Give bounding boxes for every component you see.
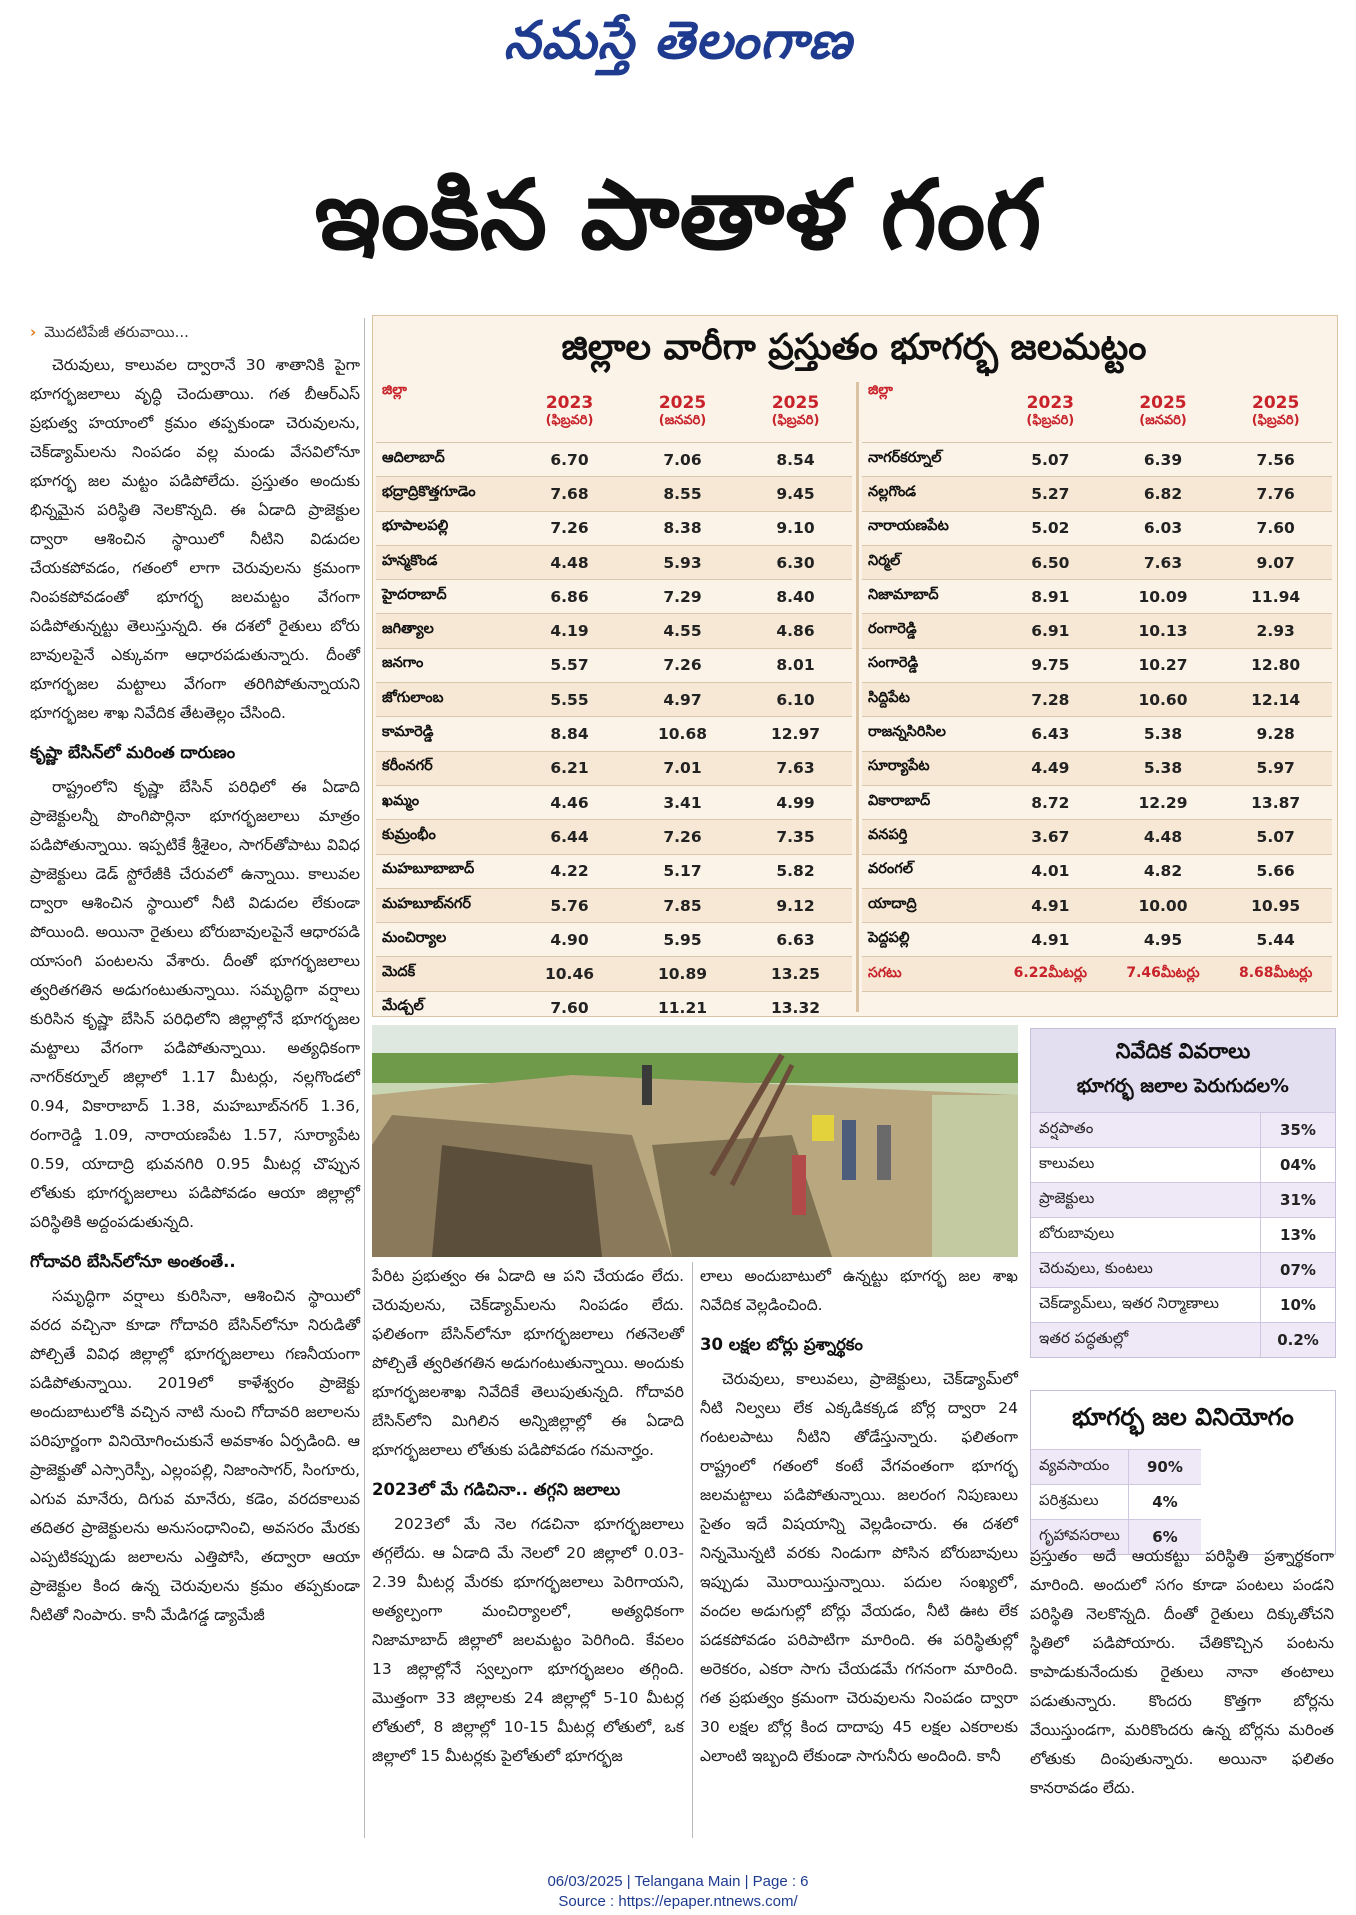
stat-label: బోరుబావులు	[1031, 1218, 1261, 1253]
stat-label: ఇతర పద్ధతుల్లో	[1031, 1323, 1261, 1358]
value-2025-jan: 6.39	[1107, 443, 1220, 477]
masthead: నమస్తే తెలంగాణ	[503, 10, 853, 71]
value-2023-feb: 5.07	[994, 443, 1107, 477]
value-2025-feb: 9.12	[739, 888, 852, 922]
value-2025-jan: 8.38	[626, 511, 739, 545]
value-2025-jan: 7.85	[626, 888, 739, 922]
value-2025-jan: 7.01	[626, 751, 739, 785]
value-2025-feb: 12.80	[1219, 648, 1332, 682]
report-box	[1030, 1028, 1336, 1358]
paragraph: లాలు అందుబాటులో ఉన్నట్టు భూగర్భ జల శాఖ నివేదిక వెల్లడించింది.	[700, 1267, 1018, 1314]
subheading: 2023లో మే గడిచినా.. తగ్గని జలాలు	[372, 1480, 621, 1499]
district-name: జోగులాంబ	[376, 683, 513, 717]
stat-value: 90%	[1128, 1450, 1201, 1485]
value-2025-feb: 5.07	[1219, 820, 1332, 854]
value-2025-feb: 5.66	[1219, 854, 1332, 888]
table-row	[376, 717, 852, 751]
stat-row	[1031, 1253, 1335, 1288]
value-2025-jan: 5.17	[626, 854, 739, 888]
value-2023-feb: 4.90	[513, 923, 626, 957]
borewell-photo	[372, 1025, 1018, 1257]
stat-value: 31%	[1261, 1183, 1336, 1218]
district-header: జిల్లా	[862, 382, 994, 443]
district-name: భూపాలపల్లి	[376, 511, 513, 545]
value-2023-feb: 4.91	[994, 888, 1107, 922]
subheading: 30 లక్షల బోర్లు ప్రశ్నార్థకం	[700, 1335, 863, 1354]
table-row	[376, 957, 852, 991]
value-2023-feb: 6.70	[513, 443, 626, 477]
value-2023-feb: 7.26	[513, 511, 626, 545]
value-2025-jan: 10.09	[1107, 580, 1220, 614]
report-title: నివేదిక వివరాలు	[1031, 1029, 1335, 1069]
value-2025-feb: 2.93	[1219, 614, 1332, 648]
table-row	[376, 443, 852, 477]
district-name: రంగారెడ్డి	[862, 614, 994, 648]
article-column-4	[1030, 1542, 1334, 1807]
stat-label: గృహావసరాలు	[1031, 1520, 1128, 1555]
district-name: వనపర్తి	[862, 820, 994, 854]
district-name: వికారాబాద్	[862, 785, 994, 819]
value-2023-feb: 6.21	[513, 751, 626, 785]
table-row	[862, 648, 1332, 682]
value-2023-feb: 4.22	[513, 854, 626, 888]
district-name: హన్మకొండ	[376, 545, 513, 579]
district-name: కుమ్రంభీం	[376, 820, 513, 854]
table-row	[376, 820, 852, 854]
district-name: ఖమ్మం	[376, 785, 513, 819]
value-2025-feb: 13.25	[739, 957, 852, 991]
value-2025-feb: 9.45	[739, 477, 852, 511]
value-2025-feb: 7.63	[739, 751, 852, 785]
stat-row	[1031, 1113, 1335, 1148]
paragraph: చెరువులు, కాలువలు, ప్రాజెక్టులు, చెక్‌డ్యామ్‌లో నీటి నిల్వలు లేక ఎక్కడికక్కడ బోర్ల ద్వారా 24 గంటలపాటు నీటిని తోడేస్తున్నారు. ఫలితంగా రాష్ట్రంలో గతంలో కంటే వేగవంతంగా భూగర్భ జలమట్టాలు పడిపోతున్నాయి. జలరంగ నిపుణులు సైతం ఇదే విషయాన్ని వెల్లడించారు. ఈ దశలో నిన్నమొన్నటి వరకు నిండుగా పోసిన బోరుబావులు ఇప్పుడు మొరాయిస్తున్నాయి. పదుల సంఖ్యలో, వందల అడుగుల్లో బోర్లు వేయడం, నీటి ఊట లేక పడకపోవడం పరిపాటిగా మారింది. ఈ పరిస్థితుల్లో అరెకరం, ఎకరా సాగు చేయడమే గగనంగా మారింది. గత ప్రభుత్వం క్రమంగా చెరువులను నింపడం ద్వారా 30 లక్షల బోర్ల కింద దాదాపు 45 లక్షల ఎకరాలకు ఎలాంటి ఇబ్బంది లేకుండా సాగునీరు అందింది. కానీ	[700, 1370, 1018, 1765]
district-header: జిల్లా	[376, 382, 513, 443]
value-2025-jan: 10.13	[1107, 614, 1220, 648]
value-2025-feb: 11.94	[1219, 580, 1332, 614]
value-2025-feb: 9.10	[739, 511, 852, 545]
stat-label: చెక్‌డ్యామ్‌లు, ఇతర నిర్మాణాలు	[1031, 1288, 1261, 1323]
table-row	[376, 751, 852, 785]
value-2023-feb: 6.44	[513, 820, 626, 854]
district-name: సిద్దిపేట	[862, 683, 994, 717]
district-name: కామారెడ్డి	[376, 717, 513, 751]
value-2025-feb: 5.44	[1219, 923, 1332, 957]
value-2025-jan: 5.38	[1107, 717, 1220, 751]
value-2025-jan: 7.06	[626, 443, 739, 477]
value-2025-jan: 7.63	[1107, 545, 1220, 579]
stat-row	[1031, 1450, 1201, 1485]
table-row	[862, 614, 1332, 648]
value-2025-jan: 5.38	[1107, 751, 1220, 785]
table-row	[862, 580, 1332, 614]
value-2025-feb: 4.86	[739, 614, 852, 648]
value-2023-feb: 5.76	[513, 888, 626, 922]
table-row	[376, 923, 852, 957]
district-name: జగిత్యాల	[376, 614, 513, 648]
paragraph: ప్రస్తుతం అదే ఆయకట్టు పరిస్థితి ప్రశ్నార్థకంగా మారింది. అందులో సగం కూడా పంటలు పండని పరిస్థితి నెలకొన్నది. దీంతో రైతులు దిక్కుతోచని స్థితిలో పడిపోయారు. చేతికొచ్చిన పంటను కాపాడుకునేందుకు రైతులు నానా తంటాలు పడుతున్నారు. కొందరు కొత్తగా బోర్లను వేయిస్తుండగా, మరికొందరు ఉన్న బోర్లను మరింత లోతుకు దింపుతున్నారు. అయినా ఫలితం కానరావడం లేదు.	[1030, 1547, 1334, 1797]
value-2023-feb: 4.46	[513, 785, 626, 819]
table-row	[376, 477, 852, 511]
district-name: పెద్దపల్లి	[862, 923, 994, 957]
value-2025-jan: 6.03	[1107, 511, 1220, 545]
value-2025-jan: 11.21	[626, 991, 739, 1025]
stat-label: కాలువలు	[1031, 1148, 1261, 1183]
district-name: మేడ్చల్	[376, 991, 513, 1025]
district-name: సంగారెడ్డి	[862, 648, 994, 682]
value-2025-feb: 8.54	[739, 443, 852, 477]
value-2025-jan: 4.95	[1107, 923, 1220, 957]
stat-value: 04%	[1261, 1148, 1336, 1183]
district-name: ఆదిలాబాద్	[376, 443, 513, 477]
stat-value: 35%	[1261, 1113, 1336, 1148]
table-row	[376, 683, 852, 717]
value-2025-feb: 7.56	[1219, 443, 1332, 477]
stat-label: ప్రాజెక్టులు	[1031, 1183, 1261, 1218]
value-2025-feb: 7.35	[739, 820, 852, 854]
stat-value: 4%	[1128, 1485, 1201, 1520]
value-2025-jan: 5.95	[626, 923, 739, 957]
district-name: మహబూబ్‌నగర్	[376, 888, 513, 922]
table-row	[862, 854, 1332, 888]
value-2025-jan: 10.60	[1107, 683, 1220, 717]
table-row	[862, 923, 1332, 957]
value-2023-feb: 5.27	[994, 477, 1107, 511]
table-row	[376, 785, 852, 819]
value-2023-feb: 4.49	[994, 751, 1107, 785]
value-2023-feb: 6.86	[513, 580, 626, 614]
article-column-2	[372, 1262, 684, 1775]
value-2023-feb: 3.67	[994, 820, 1107, 854]
district-name: జనగాం	[376, 648, 513, 682]
stat-value: 13%	[1261, 1218, 1336, 1253]
district-name: మంచిర్యాల	[376, 923, 513, 957]
value-2025-feb: 12.97	[739, 717, 852, 751]
table-row	[376, 991, 852, 1025]
value-2025-feb: 5.82	[739, 854, 852, 888]
district-name: మెదక్	[376, 957, 513, 991]
value-2025-jan: 4.48	[1107, 820, 1220, 854]
value-2025-jan: 5.93	[626, 545, 739, 579]
chevron-right-icon: ›	[30, 323, 37, 341]
table-row	[376, 545, 852, 579]
average-2025-jan: 7.46మీటర్లు	[1107, 957, 1220, 991]
table-row	[376, 888, 852, 922]
stat-row	[1031, 1183, 1335, 1218]
table-right: జిల్లా 2023 (ఫిబ్రవరి) 2025 (జనవరి) 2025 (ఫిబ్రవరి) నాగర్‌కర్నూల్ 5.07 6.39 7.56 నల్లగొండ 5.27 6.82 7.76 నారాయణపేట 5.02 6.03 7.60 నిర్మల్ 6.50 7.63 9.07 నిజామాబాద్ 8.91 10.09 11.94 రంగారెడ్డి 6.91 10.13 2.93 సంగారెడ్డి 9.75 10.27 12.80 సిద్దిపేట 7.28 10.60 12.14 రాజన్నసిరిసిల 6.43 5.38 9.28 సూర్యాపేట 4.49 5.38 5.97 వికారాబాద్ 8.72 12.29 13.87 వనపర్తి 3.67 4.48 5.07 వరంగల్ 4.01 4.82 5.66 యాదాద్రి 4.91 10.00 10.95 పెద్దపల్లి 4.91 4.95 5.44 సగటు 6.22మీటర్లు 7.46మీటర్లు 8.68మీటర్లు	[862, 382, 1332, 992]
value-2023-feb: 8.91	[994, 580, 1107, 614]
stat-value: 10%	[1261, 1288, 1336, 1323]
report-subtitle: భూగర్భ జలాల పెరుగుదల%	[1031, 1069, 1335, 1112]
value-2023-feb: 4.19	[513, 614, 626, 648]
stat-label: పరిశ్రమలు	[1031, 1485, 1128, 1520]
table-row	[376, 854, 852, 888]
table-row	[862, 717, 1332, 751]
value-2025-feb: 8.01	[739, 648, 852, 682]
value-2025-feb: 6.30	[739, 545, 852, 579]
field-photo-illustration	[372, 1025, 1018, 1257]
stat-row	[1031, 1485, 1201, 1520]
average-2025-feb: 8.68మీటర్లు	[1219, 957, 1332, 991]
value-2023-feb: 9.75	[994, 648, 1107, 682]
footer-source[interactable]: Source : https://epaper.ntnews.com/	[558, 1893, 798, 1910]
district-name: రాజన్నసిరిసిల	[862, 717, 994, 751]
district-name: నిజామాబాద్	[862, 580, 994, 614]
stat-value: 0.2%	[1261, 1323, 1336, 1358]
article-column-1	[30, 318, 360, 1634]
value-2025-feb: 7.76	[1219, 477, 1332, 511]
average-label: సగటు	[862, 957, 994, 991]
value-2025-feb: 4.99	[739, 785, 852, 819]
value-2025-jan: 4.55	[626, 614, 739, 648]
stat-label: వర్షపాతం	[1031, 1113, 1261, 1148]
table-row	[862, 477, 1332, 511]
district-name: నిర్మల్	[862, 545, 994, 579]
paragraph: 2023లో మే నెల గడచినా భూగర్భజలాలు తగ్గలేదు. ఆ ఏడాది మే నెలలో 20 జిల్లాలో 0.03-2.39 మీటర్ల మేరకు భూగర్భజలాలు పెరిగాయని, అత్యల్పంగా మంచిర్యాలలో, అత్యధికంగా నిజామాబాద్ జిల్లాలో జలమట్టం పెరిగింది. కేవలం 13 జిల్లాల్లోనే స్వల్పంగా భూగర్భజలం తగ్గింది. మొత్తంగా 33 జిల్లాలకు 24 జిల్లాల్లో 5-10 మీటర్ల లోతులో, 8 జిల్లాల్లో 10-15 మీటర్ల లోతులో, ఒక జిల్లాలో 15 మీటర్లకు పైలోతులో భూగర్భజ	[372, 1515, 684, 1765]
value-2023-feb: 5.55	[513, 683, 626, 717]
value-2025-feb: 8.40	[739, 580, 852, 614]
value-2025-feb: 7.60	[1219, 511, 1332, 545]
district-name: సూర్యాపేట	[862, 751, 994, 785]
stat-value: 6%	[1128, 1520, 1201, 1555]
footer	[0, 1872, 1356, 1912]
value-2023-feb: 4.48	[513, 545, 626, 579]
value-2025-jan: 7.26	[626, 648, 739, 682]
stat-row	[1031, 1288, 1335, 1323]
paragraph: చెరువులు, కాలువల ద్వారానే 30 శాతానికి పైగా భూగర్భజలాలు వృద్ధి చెందుతాయి. గత బీఆర్ఎస్ ప్రభుత్వ హయాంలో క్రమం తప్పకుండా చెరువులను, చెక్‌డ్యామ్‌లను నింపడం వల్ల మండు వేసవిలోనూ భూగర్భ జల మట్టం పడిపోలేదు. ప్రస్తుతం అందుకు భిన్నమైన పరిస్థితి నెలకొన్నది. ఈ ఏడాది ప్రాజెక్టుల ద్వారా ఆశించిన స్థాయిలో నీటిని విడుదల చేయకపోవడం, గతంలో లాగా చెరువులను క్రమంగా నింపకపోవడంతో భూగర్భ జలమట్టం వేగంగా పడిపోతున్నట్టు తెలుస్తున్నది. ఈ దశలో రైతులు బోరు బావులపైనే ఎక్కువగా ఆధారపడుతున్నారు. దీంతో భూగర్భజల మట్టాలు వేగంగా తరిగిపోతున్నాయని భూగర్భజల శాఖ నివేదిక తేటతెల్లం చేసింది.	[30, 356, 360, 722]
value-2025-feb: 13.87	[1219, 785, 1332, 819]
article-column-3	[700, 1262, 1018, 1775]
value-2023-feb: 6.43	[994, 717, 1107, 751]
district-name: నాగర్‌కర్నూల్	[862, 443, 994, 477]
value-2025-jan: 3.41	[626, 785, 739, 819]
district-name: మహబూబాబాద్	[376, 854, 513, 888]
value-2025-feb: 9.28	[1219, 717, 1332, 751]
value-2023-feb: 8.84	[513, 717, 626, 751]
district-name: నారాయణపేట	[862, 511, 994, 545]
value-2025-feb: 6.63	[739, 923, 852, 957]
value-2023-feb: 4.91	[994, 923, 1107, 957]
value-2023-feb: 7.28	[994, 683, 1107, 717]
continued-line: › మొదటిపేజీ తరువాయి...	[30, 323, 189, 341]
value-2023-feb: 10.46	[513, 957, 626, 991]
table-row	[376, 614, 852, 648]
stat-row	[1031, 1218, 1335, 1253]
average-2023-feb: 6.22మీటర్లు	[994, 957, 1107, 991]
table-title: జిల్లాల వారీగా ప్రస్తుతం భూగర్భ జలమట్టం	[561, 327, 1147, 368]
table-row	[376, 580, 852, 614]
value-2025-feb: 5.97	[1219, 751, 1332, 785]
table-row	[862, 511, 1332, 545]
average-row	[862, 957, 1332, 991]
value-2025-feb: 9.07	[1219, 545, 1332, 579]
value-2025-jan: 4.97	[626, 683, 739, 717]
stat-value: 07%	[1261, 1253, 1336, 1288]
district-name: భద్రాద్రికొత్తగూడెం	[376, 477, 513, 511]
value-2025-jan: 7.26	[626, 820, 739, 854]
stat-label: వ్యవసాయం	[1031, 1450, 1128, 1485]
value-2023-feb: 4.01	[994, 854, 1107, 888]
table-row	[862, 443, 1332, 477]
district-name: యాదాద్రి	[862, 888, 994, 922]
table-left: జిల్లా 2023 (ఫిబ్రవరి) 2025 (జనవరి) 2025 (ఫిబ్రవరి) ఆదిలాబాద్ 6.70 7.06 8.54 భద్రాద్రికొత్తగూడెం 7.68 8.55 9.45 భూపాలపల్లి 7.26 8.38 9.10 హన్మకొండ 4.48 5.93 6.30 హైదరాబాద్ 6.86 7.29 8.40 జగిత్యాల 4.19 4.55 4.86 జనగాం 5.57 7.26 8.01 జోగులాంబ 5.55 4.97 6.10 కామారెడ్డి 8.84 10.68 12.97 కరీంనగర్ 6.21 7.01 7.63 ఖమ్మం 4.46 3.41 4.99 కుమ్రంభీం 6.44 7.26 7.35 మహబూబాబాద్ 4.22 5.17 5.82 మహబూబ్‌నగర్ 5.76 7.85 9.12 మంచిర్యాల 4.90 5.95 6.63 మెదక్ 10.46 10.89 13.25 మేడ్చల్ 7.60 11.21 13.32	[376, 382, 852, 1026]
value-2025-feb: 12.14	[1219, 683, 1332, 717]
stat-row	[1031, 1323, 1335, 1358]
paragraph: రాష్ట్రంలోని కృష్ణా బేసిన్ పరిధిలో ఈ ఏడాది ప్రాజెక్టులన్నీ పొంగిపొర్లినా భూగర్భజలాలు మాత్రం పడిపోతున్నాయి. ఇప్పటికే శ్రీశైలం, సాగర్‌తోపాటు వివిధ ప్రాజెక్టులు డెడ్ స్టోరేజీకి చేరువలో ఉన్నాయి. కాలువల ద్వారా ఆశించిన స్థాయిలో నీటి విడుదల లేకుండా పోయింది. అయినా రైతులు బోరుబావులపైనే ఆధారపడి యాసంగి పంటలను వేశారు. దీంతో భూగర్భజలాలు త్వరితగతిన అడుగంటుతున్నాయి. సమృద్ధిగా వర్షాలు కురిసిన కృష్ణా బేసిన్ పరిధిలోని జిల్లాల్లోనే భూగర్భజల మట్టాలు వేగంగా పడిపోతున్నాయి. అత్యధికంగా నాగర్‌కర్నూల్ జిల్లాలో 1.17 మీటర్లు, నల్లగొండలో 0.94, వికారాబాద్ 1.38, మహబూబ్‌నగర్ 1.36, రంగారెడ్డి 1.09, నారాయణపేట 1.57, సూర్యాపేట 0.59, యాదాద్రి భువనగిరి 0.95 మీటర్ల చొప్పున లోతుకు భూగర్భజలాలు పడిపోవడం ఆయా జిల్లాల్లో పరిస్థితికి అద్దంపడుతున్నది.	[30, 778, 360, 1231]
district-name: వరంగల్	[862, 854, 994, 888]
district-name: హైదరాబాద్	[376, 580, 513, 614]
table-row	[862, 751, 1332, 785]
stat-label: చెరువులు, కుంటలు	[1031, 1253, 1261, 1288]
column-divider	[692, 1262, 693, 1838]
value-2025-jan: 10.27	[1107, 648, 1220, 682]
footer-date: 06/03/2025 | Telangana Main | Page : 6	[547, 1873, 809, 1890]
value-2025-jan: 4.82	[1107, 854, 1220, 888]
value-2025-jan: 7.29	[626, 580, 739, 614]
table-row	[862, 545, 1332, 579]
subheading: కృష్ణా బేసిన్‌లో మరింత దారుణం	[30, 743, 236, 762]
value-2023-feb: 5.02	[994, 511, 1107, 545]
table-divider	[856, 382, 859, 1012]
headline: ఇంకిన పాతాళ గంగ	[314, 159, 1042, 271]
district-name: నల్లగొండ	[862, 477, 994, 511]
table-row	[376, 648, 852, 682]
stat-row	[1031, 1148, 1335, 1183]
usage-title: భూగర్భ జల వినియోగం	[1031, 1391, 1335, 1449]
table-row	[862, 683, 1332, 717]
value-2023-feb: 6.91	[994, 614, 1107, 648]
table-row	[862, 888, 1332, 922]
paragraph: పేరిట ప్రభుత్వం ఈ ఏడాది ఆ పని చేయడం లేదు. చెరువులను, చెక్‌డ్యామ్‌లను నింపడం లేదు. ఫలితంగా బేసిన్‌లోనూ భూగర్భజలాలు గతనెలతో పోల్చితే త్వరితగతిన అడుగంటుతున్నాయి. అందుకు భూగర్భజలశాఖ నివేదికే తెలుపుతున్నది. గోదావరి బేసిన్‌లోని మిగిలిన అన్నిజిల్లాల్లో ఈ ఏడాది భూగర్భజలాలు లోతుకు పడిపోవడం గమనార్హం.	[372, 1267, 684, 1459]
value-2023-feb: 6.50	[994, 545, 1107, 579]
district-name: కరీంనగర్	[376, 751, 513, 785]
value-2025-jan: 10.00	[1107, 888, 1220, 922]
value-2025-jan: 8.55	[626, 477, 739, 511]
usage-box	[1030, 1390, 1336, 1555]
table-row	[376, 511, 852, 545]
value-2025-jan: 12.29	[1107, 785, 1220, 819]
column-divider	[364, 318, 365, 1838]
value-2025-jan: 10.89	[626, 957, 739, 991]
value-2023-feb: 7.60	[513, 991, 626, 1025]
paragraph: సమృద్ధిగా వర్షాలు కురిసినా, ఆశించిన స్థాయిలో వరద వచ్చినా కూడా గోదావరి బేసిన్‌లోనూ నిరుడితో పోల్చితే వివిధ జిల్లాల్లో భూగర్భజలాలు గణనీయంగా పడిపోతున్నాయి. 2019లో కాళేశ్వరం ప్రాజెక్టు అందుబాటులోకి వచ్చిన నాటి నుంచి గోదావరి జలాలను పరిపూర్ణంగా వినియోగించుకునే అవకాశం ఏర్పడింది. ఆ ప్రాజెక్టుతో ఎస్సారెస్పీ, ఎల్లంపల్లి, నిజాంసాగర్, సింగూరు, ఎగువ మానేరు, దిగువ మానేరు, కడెం, వరదకాలువ తదితర ప్రాజెక్టులను అనుసంధానించి, అవసరం మేరకు ఎప్పటికప్పుడు జలాలను ఎత్తిపోసి, తద్వారా ఆయా ప్రాజెక్టుల కింద ఉన్న చెరువులను క్రమం తప్పకుండా నీటితో నింపారు. కానీ మేడిగడ్డ డ్యామేజీ	[30, 1287, 360, 1624]
subheading: గోదావరి బేసిన్‌లోనూ అంతంతే..	[30, 1252, 236, 1271]
value-2025-jan: 6.82	[1107, 477, 1220, 511]
value-2023-feb: 8.72	[994, 785, 1107, 819]
value-2025-jan: 10.68	[626, 717, 739, 751]
value-2025-feb: 10.95	[1219, 888, 1332, 922]
value-2025-feb: 13.32	[739, 991, 852, 1025]
table-row	[862, 785, 1332, 819]
value-2025-feb: 6.10	[739, 683, 852, 717]
value-2023-feb: 7.68	[513, 477, 626, 511]
table-row	[862, 820, 1332, 854]
value-2023-feb: 5.57	[513, 648, 626, 682]
